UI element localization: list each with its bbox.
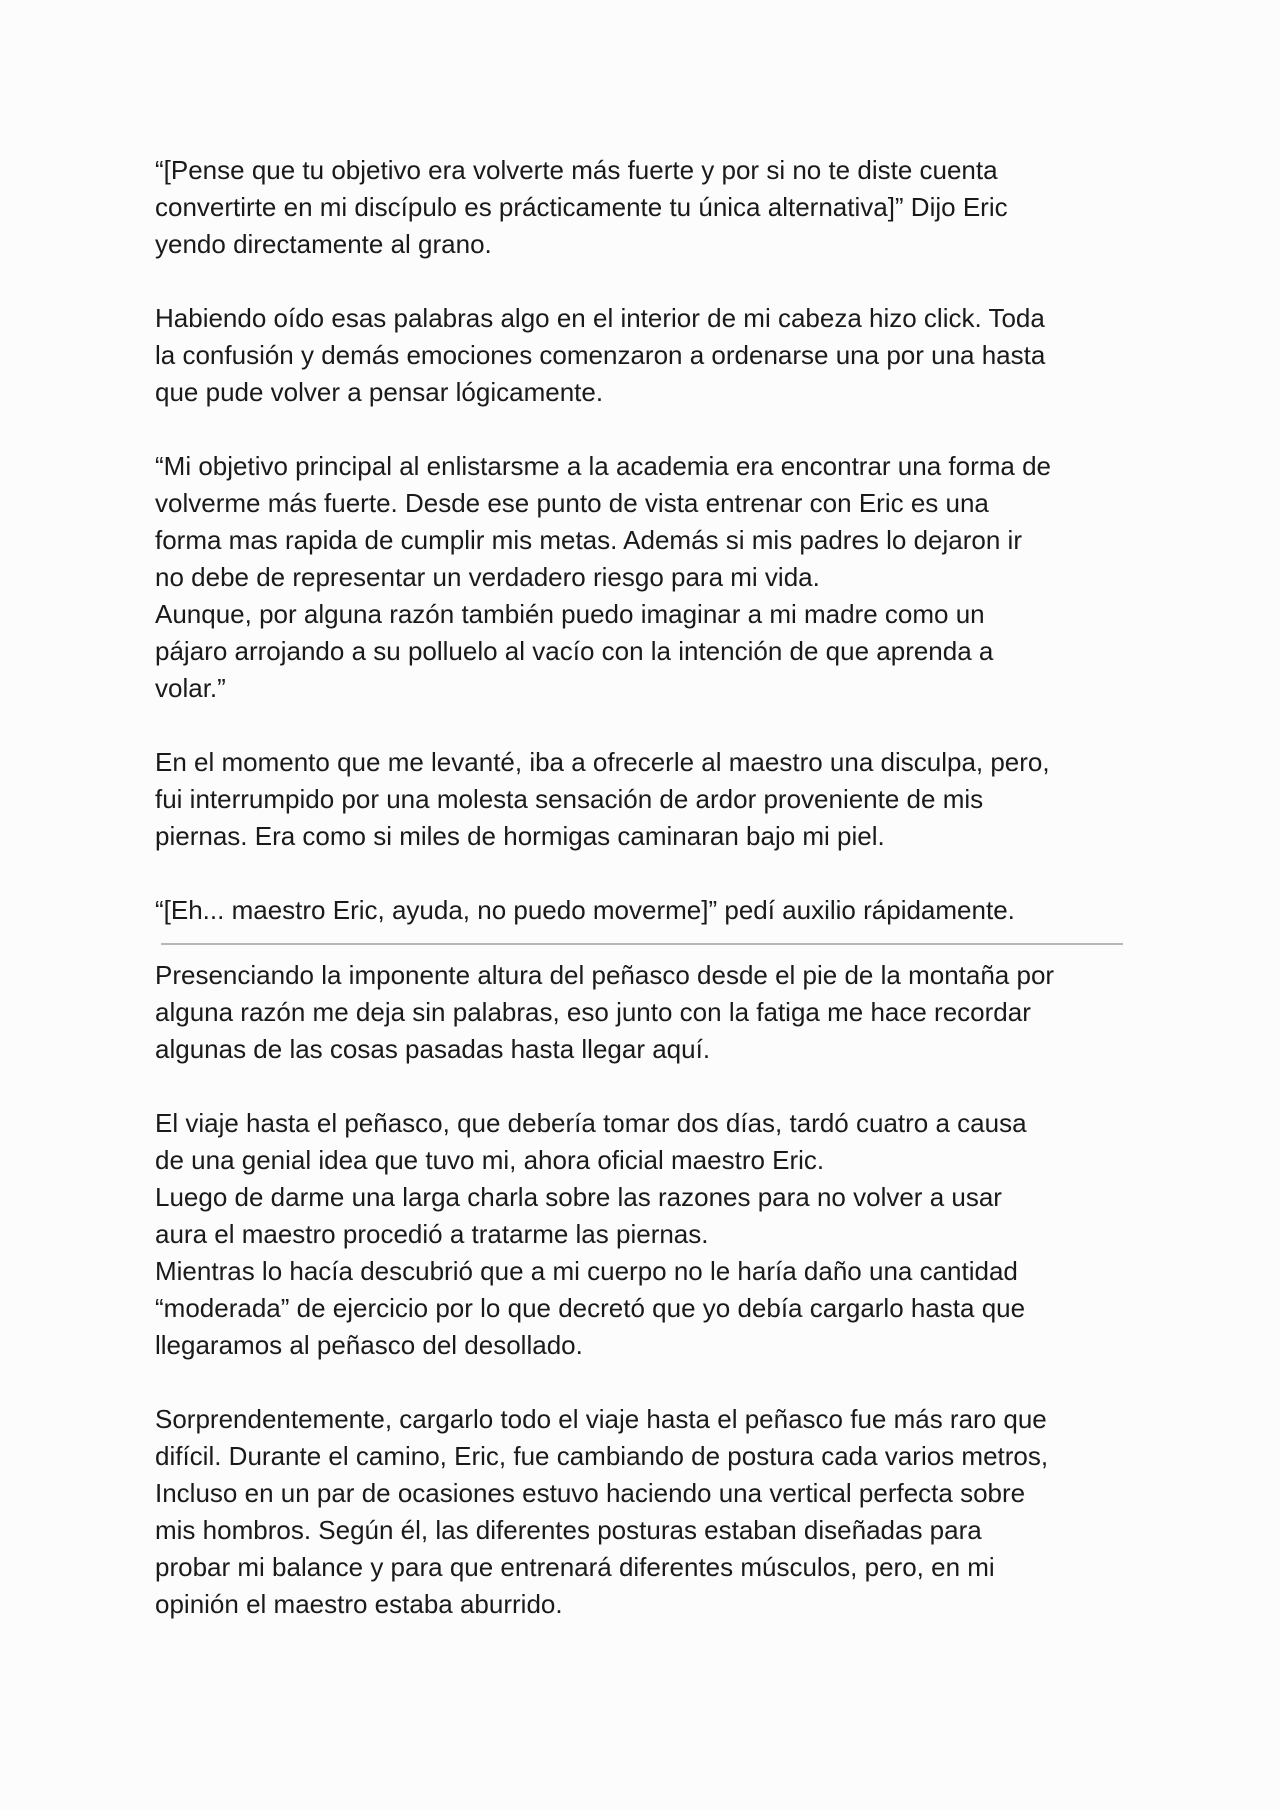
paragraph: “Mi objetivo principal al enlistarsme a la academia era encontrar una forma de volverme más fuerte. Desde ese punto de vista entrenar con Eric es una forma mas rapida de cumplir mis metas. Además si mis padres lo dejaron ir no debe de representar un verdadero riesgo para mi vida. Aunque, por alguna razón también puedo imaginar a mi madre como un pájaro arrojando a su polluelo al vacío con la intención de que aprenda a volar.” xyxy=(155,451,1051,703)
paragraph: Habiendo oído esas palabras algo en el interior de mi cabeza hizo click. Toda la confusión y demás emociones comenzaron a ordenarse una por una hasta que pude volver a pensar lógicamente. xyxy=(155,303,1046,407)
paragraph: “[Eh... maestro Eric, ayuda, no puedo moverme]” pedí auxilio rápidamente. xyxy=(155,895,1015,925)
paragraph: “[Pense que tu objetivo era volverte más fuerte y por si no te diste cuenta convertirte en mi discípulo es prácticamente tu única alternativa]” Dijo Eric yendo directamente al grano. xyxy=(155,155,1008,259)
paragraph: El viaje hasta el peñasco, que debería tomar dos días, tardó cuatro a causa de una genial idea que tuvo mi, ahora oficial maestro Eric. Luego de darme una larga charla sobre las razones para no volver a usar aura el maestro procedió a tratarme las piernas. Mientras lo hacía descubrió que a mi cuerpo no le haría daño una cantidad “moderada” de ejercicio por lo que decretó que yo debía cargarlo hasta que llegaramos al peñasco del desollado. xyxy=(155,1108,1027,1360)
section-divider xyxy=(161,943,1123,945)
paragraph: Presenciando la imponente altura del peñasco desde el pie de la montaña por alguna razón me deja sin palabras, eso junto con la fatiga me hace recordar algunas de las cosas pasadas hasta llegar aquí. xyxy=(155,960,1055,1064)
document-body xyxy=(155,152,1145,1660)
paragraph: Sorprendentemente, cargarlo todo el viaje hasta el peñasco fue más raro que difícil. Durante el camino, Eric, fue cambiando de postura cada varios metros, Incluso en un par de ocasiones estuvo haciendo una vertical perfecta sobre mis hombros. Según él, las diferentes posturas estaban diseñadas para probar mi balance y para que entrenará diferentes músculos, pero, en mi opinión el maestro estaba aburrido. xyxy=(155,1404,1049,1619)
paragraph: En el momento que me levanté, iba a ofrecerle al maestro una disculpa, pero, fui interrumpido por una molesta sensación de ardor proveniente de mis piernas. Era como si miles de hormigas caminaran bajo mi piel. xyxy=(155,747,1050,851)
